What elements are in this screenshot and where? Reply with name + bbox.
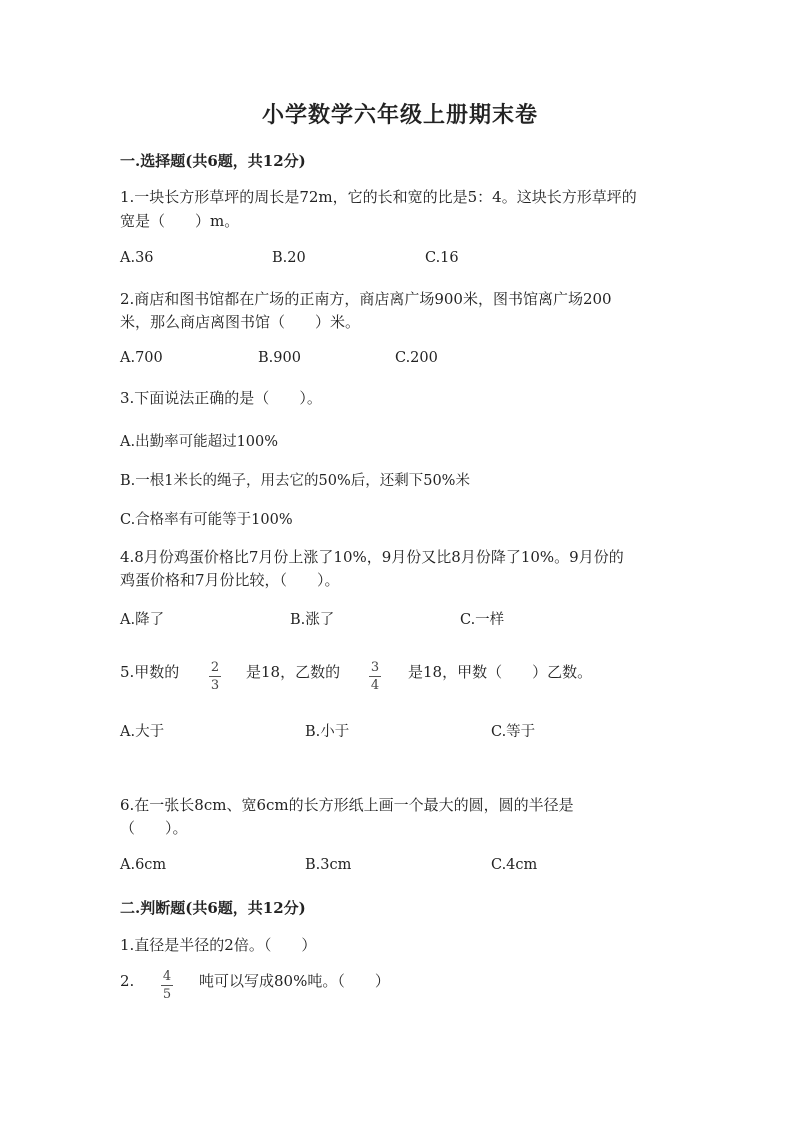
judgement-1: 1.直径是半径的2倍。（ ） (120, 936, 317, 954)
fraction-four-fifths (161, 965, 173, 1002)
question-3-option-b: B.一根1米长的绳子，用去它的50%后，还剩下50%米 (120, 473, 470, 489)
question-5-option-a: A.大于 (120, 724, 165, 740)
judgement-2-prefix: 2. (120, 972, 135, 990)
question-3-line-1: 3.下面说法正确的是（ ）。 (120, 389, 322, 407)
question-4-option-c: C.一样 (460, 612, 505, 628)
section-heading-judgement: 二.判断题(共6题，共12分) (120, 899, 306, 917)
question-5-option-b: B.小于 (305, 724, 350, 740)
question-2-option-b: B.900 (258, 350, 301, 366)
fraction-bar (369, 676, 381, 677)
fraction-numerator: 2 (210, 660, 220, 675)
question-6-option-c: C.4cm (491, 857, 538, 873)
question-1-line-2: 宽是（ ）m。 (120, 212, 240, 230)
question-6-option-b: B.3cm (305, 857, 352, 873)
fraction-denominator: 4 (370, 678, 380, 693)
question-5-prefix: 5.甲数的 (120, 663, 180, 681)
fraction-numerator: 4 (162, 969, 172, 984)
fraction-denominator: 5 (162, 987, 172, 1002)
question-5-option-c: C.等于 (491, 724, 536, 740)
question-6-line-1: 6.在一张长8cm、宽6cm的长方形纸上画一个最大的圆，圆的半径是 (120, 796, 574, 814)
question-3-option-c: C.合格率有可能等于100% (120, 512, 293, 528)
page-title: 小学数学六年级上册期末卷 (261, 102, 538, 128)
fraction-bar (209, 676, 221, 677)
question-4-option-b: B.涨了 (290, 612, 335, 628)
question-5-middle: 是18，乙数的 (246, 663, 341, 681)
question-2-option-a: A.700 (120, 350, 163, 366)
question-6-line-2: （ ）。 (120, 819, 188, 837)
fraction-denominator: 3 (210, 678, 220, 693)
question-2-line-1: 2.商店和图书馆都在广场的正南方，商店离广场900米，图书馆离广场200 (120, 290, 612, 308)
question-4-option-a: A.降了 (120, 612, 165, 628)
fraction-three-quarters (369, 656, 381, 693)
question-1-option-b: B.20 (272, 250, 306, 266)
question-5-suffix: 是18，甲数（ ）乙数。 (408, 663, 593, 681)
question-4-line-1: 4.8月份鸡蛋价格比7月份上涨了10%，9月份又比8月份降了10%。9月份的 (120, 548, 624, 566)
fraction-bar (161, 985, 173, 986)
section-heading-choice: 一.选择题(共6题，共12分) (120, 152, 306, 170)
question-2-line-2: 米，那么商店离图书馆（ ）米。 (120, 313, 361, 331)
question-2-option-c: C.200 (395, 350, 438, 366)
question-1-option-c: C.16 (425, 250, 459, 266)
question-4-line-2: 鸡蛋价格和7月份比较，（ ）。 (120, 571, 340, 589)
fraction-two-thirds (209, 656, 221, 693)
question-1-option-a: A.36 (120, 250, 154, 266)
fraction-numerator: 3 (370, 660, 380, 675)
judgement-2-suffix: 吨可以写成80%吨。（ ） (199, 972, 390, 990)
question-1-line-1: 1.一块长方形草坪的周长是72m，它的长和宽的比是5：4。这块长方形草坪的 (120, 188, 637, 206)
question-3-option-a: A.出勤率可能超过100% (120, 434, 279, 450)
question-6-option-a: A.6cm (120, 857, 167, 873)
